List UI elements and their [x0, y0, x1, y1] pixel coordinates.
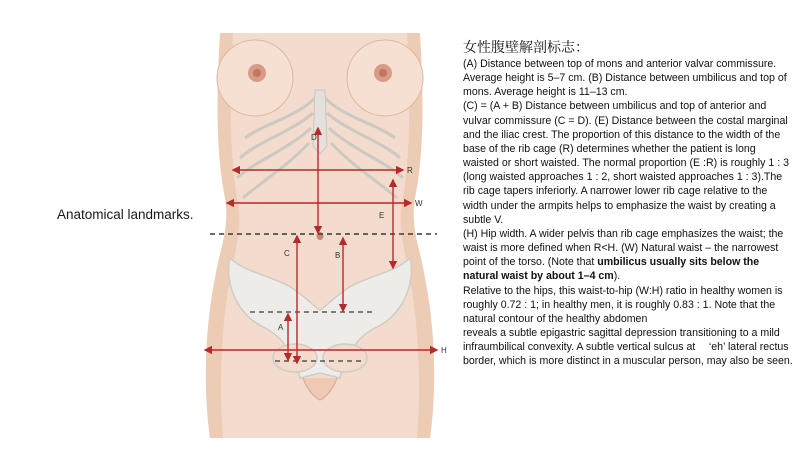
paragraph-h-w	[463, 227, 793, 284]
label-C: C	[284, 249, 290, 258]
note-close: ).	[613, 270, 621, 283]
panel-title: 女性腹壁解剖标志：	[463, 39, 589, 55]
label-D: D	[311, 133, 317, 142]
figure-caption: Anatomical landmarks.	[57, 207, 194, 222]
paragraph-c-e: (C) = (A + B) Distance between umbilicus and top of anterior and vulvar commissure (C = D). (E) Distance between the costal marginal and the iliac crest. The proportion of this distance to the width of the base of the rib cage (R) determines whether the patient is long waisted or short waisted. The normal proportion (E :R) is roughly 1 : 3 (long waisted approaches 1 : 2, short waisted approaches 1 : 3).The rib cage tapers inferiorly. A narrower lower rib cage relative to the width under the armpits helps to emphasize the waist by creating a subtle V.	[463, 100, 790, 226]
label-A: A	[278, 323, 284, 332]
label-B: B	[335, 251, 341, 260]
label-R: R	[407, 166, 413, 175]
paragraph-h-w-text: (H) Hip width. A wider pelvis than rib cage emphasizes the waist; the waist is more defined when R<H. (W) Natural waist – the narrowest point of the torso. (Note that	[463, 227, 784, 269]
torso-illustration	[175, 28, 465, 438]
label-E: E	[379, 211, 385, 220]
umbilicus	[317, 232, 324, 240]
description-panel	[463, 38, 793, 368]
paragraph-a-b: (A) Distance between top of mons and anterior valvar commissure. Average height is 5–7 cm. (B) Distance between umbilicus and top of mons. Average height is 11–13 cm.	[463, 58, 787, 99]
paragraph-contour: reveals a subtle epigastric sagittal depression transitioning to a mild infraumbilical convexity. A subtle vertical sulcus at ‘eh’ lateral rectus border, which is more distinct in a muscular person, may also be seen.	[463, 326, 793, 368]
paragraph-ratio: Relative to the hips, this waist-to-hip (W:H) ratio in healthy women is roughly 0.72 : 1; in healthy men, it is roughly 0.83 : 1. Note that the natural contour of the healthy abdomen	[463, 284, 783, 325]
torso-diagram	[175, 28, 465, 438]
label-H: H	[441, 346, 447, 355]
sternum	[313, 90, 327, 154]
umbilicus-note: umbilicus usually sits below the natural waist by about 1–4 cm	[463, 256, 760, 283]
label-W: W	[415, 199, 423, 208]
